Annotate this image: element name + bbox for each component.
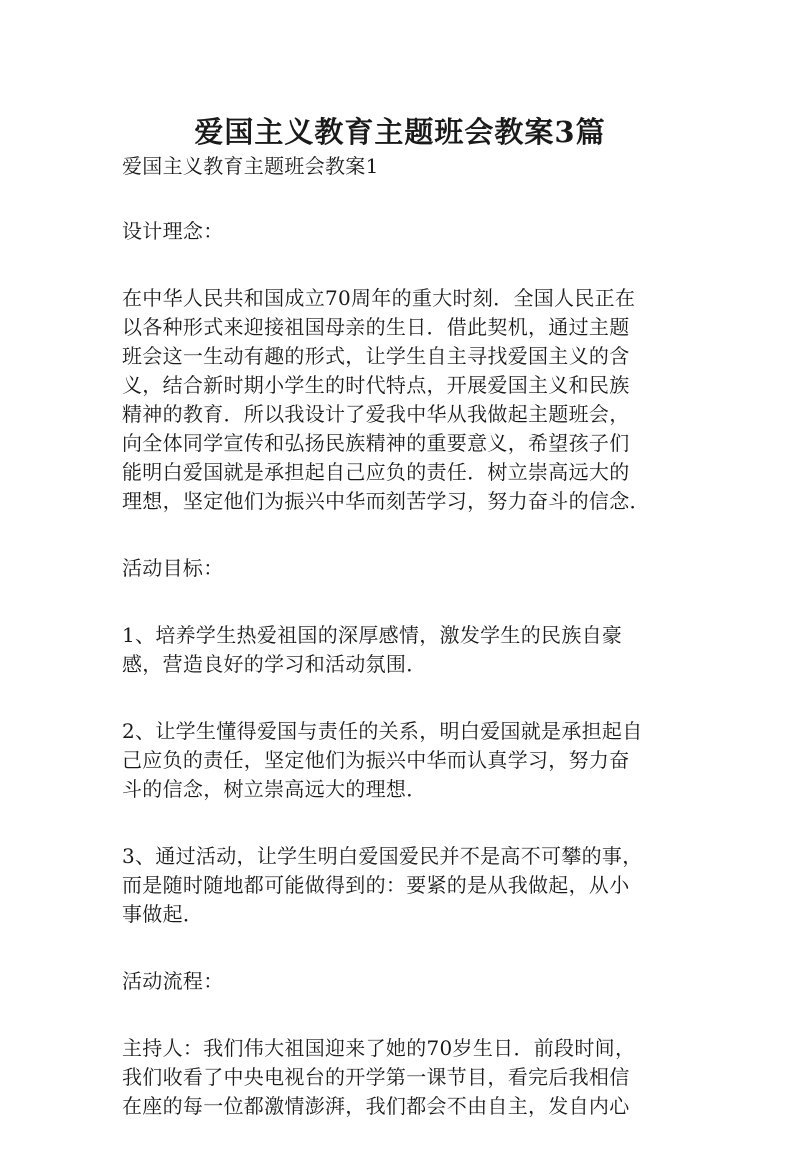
paragraph-goal-1: 1、培养学生热爱祖国的深厚感情，激发学生的民族自豪 感，营造良好的学习和活动氛围． [122,623,623,676]
section-heading-activity-goals: 活动目标： [122,556,224,580]
document-title: 爱国主义教育主题班会教案3篇 [194,115,606,149]
document-subtitle: 爱国主义教育主题班会教案1 [122,154,379,178]
paragraph-design-concept: 在中华人民共和国成立70周年的重大时刻．全国人民正在 以各种形式来迎接祖国母亲的生日．借此契机，通过主题 班会这一生动有趣的形式，让学生自主寻找爱国主义的含 义，结合新时期小学生的时代特点，开展爱国主义和民族 精神的教育．所以我设计了爱我中华从我做起主题班会， 向全体同学宣传和弘扬民族精神的重要意义，希望孩子们 能明白爱国就是承担起自己应负的责任．树立崇高远大的 理想，坚定他们为振兴中华而刻苦学习，努力奋斗的信念． [122,286,650,513]
paragraph-host-intro: 主持人：我们伟大祖国迎来了她的70岁生日．前段时间， 我们收看了中央电视台的开学第一课节目，看完后我相信 在座的每一位都激情澎湃，我们都会不由自主，发自内心 [122,1036,636,1118]
document-body [122,152,682,1159]
section-heading-design-concept: 设计理念： [122,219,224,243]
paragraph-goal-3: 3、通过活动，让学生明白爱国爱民并不是高不可攀的事， 而是随时随地都可能做得到的：要紧的是从我做起，从小 事做起． [122,844,643,926]
paragraph-goal-2: 2、让学生懂得爱国与责任的关系，明白爱国就是承担起自 己应负的责任，坚定他们为振兴中华而认真学习，努力奋 斗的信念，树立崇高远大的理想． [122,719,643,801]
section-heading-activity-process: 活动流程： [122,969,224,993]
